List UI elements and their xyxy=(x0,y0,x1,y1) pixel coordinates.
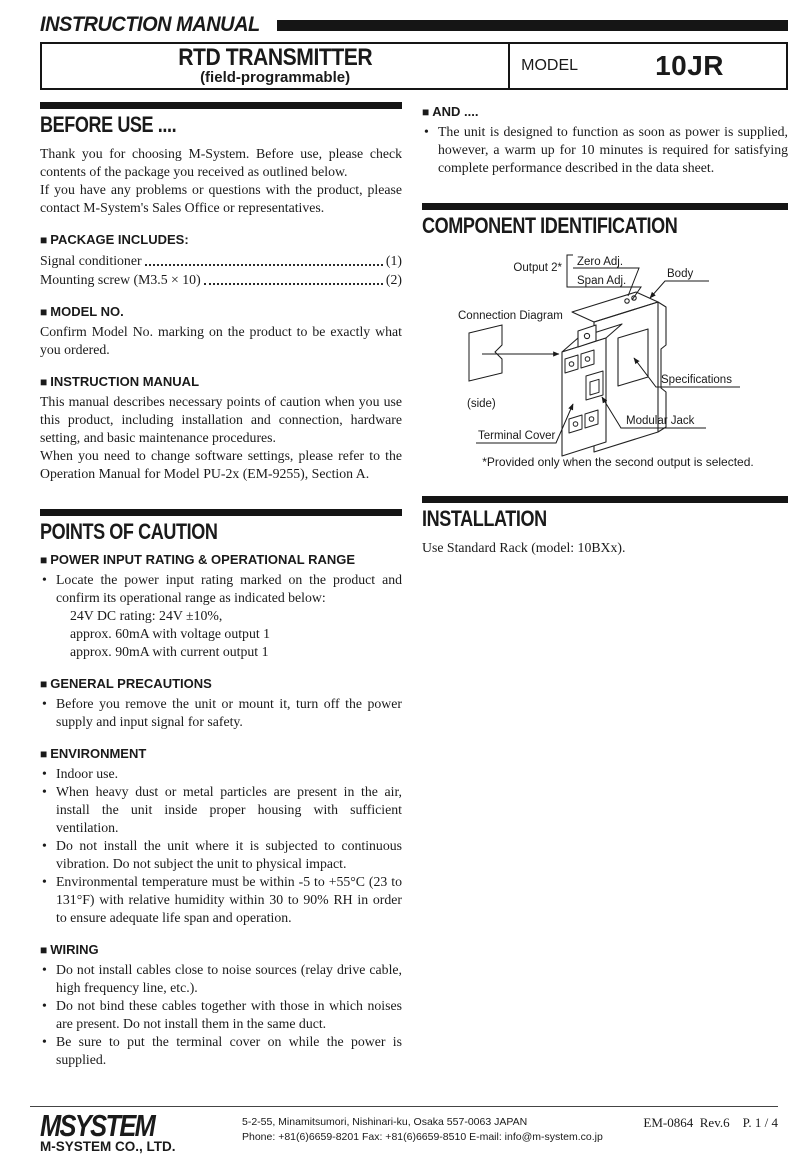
subsection-title: ■ PACKAGE INCLUDES: xyxy=(40,232,402,247)
package-item-row xyxy=(40,251,402,270)
diagram-label-output2: Output 2* xyxy=(513,262,562,274)
subsection-title: ■ MODEL NO. xyxy=(40,304,402,319)
paragraph: Confirm Model No. marking on the product to be exactly what you ordered. xyxy=(40,324,402,357)
section-title: BEFORE USE .... xyxy=(40,112,177,137)
document-number: EM-0864 Rev.6 P. 1 / 4 xyxy=(643,1115,778,1130)
model-label: MODEL xyxy=(521,57,579,74)
bullet-item: • Do not bind these cables together with those in which noises are present. Do not install them in the same duct. xyxy=(40,997,402,1033)
bullet-item: • Indoor use. xyxy=(40,765,402,783)
subsection-title: ■ AND .... xyxy=(422,104,788,119)
subsection-instruction-manual xyxy=(40,374,402,483)
section-points-of-caution xyxy=(40,509,402,1069)
device-drawing xyxy=(562,292,666,456)
section-before-use xyxy=(40,102,402,217)
manual-label: INSTRUCTION MANUAL xyxy=(40,13,260,36)
page-footer xyxy=(30,1106,778,1155)
bullet-item: • Be sure to put the terminal cover on while the power is supplied. xyxy=(40,1033,402,1069)
dotted-leader xyxy=(145,264,383,266)
diagram-label-connection-diagram: Connection Diagram xyxy=(458,310,563,322)
section-component-identification xyxy=(422,203,788,478)
subsection-title: ■ POWER INPUT RATING & OPERATIONAL RANGE xyxy=(40,552,402,567)
package-item-qty: (1) xyxy=(385,253,402,268)
bullet-item: • Locate the power input rating marked on the product and confirm its operational range as indicated below: xyxy=(40,571,402,607)
company-logo xyxy=(30,1108,242,1155)
product-title: RTD TRANSMITTER xyxy=(178,44,373,71)
address-line: Phone: +81(6)6659-8201 Fax: +81(6)6659-8510 E-mail: info@m-system.co.jp xyxy=(242,1131,603,1143)
diagram-label-body: Body xyxy=(667,268,694,280)
subsection-and xyxy=(422,104,788,177)
diagram-label-modular-jack: Modular Jack xyxy=(626,415,695,427)
package-item-name: Mounting screw (M3.5 × 10) xyxy=(40,272,201,287)
section-title: INSTALLATION xyxy=(422,506,547,531)
dotted-leader xyxy=(204,283,383,285)
section-bar xyxy=(40,102,402,109)
title-box-left xyxy=(42,44,510,88)
model-value: 10JR xyxy=(655,50,724,81)
subsection-title: ■ WIRING xyxy=(40,942,402,957)
header-bar xyxy=(277,20,788,31)
company-address xyxy=(242,1112,603,1145)
package-item-qty: (2) xyxy=(385,272,402,287)
diagram-footnote: *Provided only when the second output is selected. xyxy=(482,455,754,469)
package-item-row xyxy=(40,270,402,289)
section-installation xyxy=(422,496,788,557)
zero-adj-screw xyxy=(625,299,629,303)
rating-line: approx. 60mA with voltage output 1 xyxy=(70,626,271,641)
title-box xyxy=(40,42,788,90)
terminal-cover-face xyxy=(562,338,606,456)
diagram-label-side: (side) xyxy=(467,398,496,410)
rating-line: 24V DC rating: 24V ±10%, xyxy=(70,608,223,623)
section-bar xyxy=(422,203,788,210)
subsection-title: ■ INSTRUCTION MANUAL xyxy=(40,374,402,389)
paragraph: Thank you for choosing M-System. Before use, please check contents of the package you received as outlined below. xyxy=(40,146,402,179)
output2-bracket xyxy=(567,255,573,287)
paragraph: If you have any problems or questions with the product, please contact M-System's Sales Office or representatives. xyxy=(40,182,402,215)
bullet-item: • When heavy dust or metal particles are present in the air, install the unit inside proper housing with sufficient ventilation. xyxy=(40,783,402,837)
address-line: 5-2-55, Minamitsumori, Nishinari-ku, Osaka 557-0063 JAPAN xyxy=(242,1116,528,1128)
diagram-label-zero-adj: Zero Adj. xyxy=(577,256,624,268)
company-name: M-SYSTEM CO., LTD. xyxy=(40,1139,176,1154)
bullet-item: • Before you remove the unit or mount it, turn off the power supply and input signal for safety. xyxy=(40,695,402,731)
section-title: COMPONENT IDENTIFICATION xyxy=(422,213,678,238)
rating-line: approx. 90mA with current output 1 xyxy=(70,644,269,659)
subsection-title: ■ GENERAL PRECAUTIONS xyxy=(40,676,402,691)
diagram-label-specifications: Specifications xyxy=(661,374,732,386)
subsection-title: ■ ENVIRONMENT xyxy=(40,746,402,761)
title-box-right xyxy=(510,44,786,88)
section-bar xyxy=(422,496,788,503)
paragraph: Use Standard Rack (model: 10BXx). xyxy=(422,540,626,555)
subsection-package-includes xyxy=(40,232,402,289)
manual-header-row xyxy=(40,12,788,38)
left-column xyxy=(40,102,402,1069)
package-item-name: Signal conditioner xyxy=(40,253,142,268)
paragraph: When you need to change software settings, please refer to the Operation Manual for Model PU-2x (EM-9255), Section A. xyxy=(40,448,402,481)
paragraph: This manual describes necessary points of caution when you use this product, including installation and connection, hardware setting, and basic maintenance procedures. xyxy=(40,394,402,445)
specifications-sticker xyxy=(618,329,648,386)
bullet-item: • Do not install the unit where it is subjected to continuous vibration. Do not subject the unit to physical impact. xyxy=(40,837,402,873)
right-column xyxy=(422,102,788,1069)
bullet-item: • The unit is designed to function as soon as power is supplied, however, a warm up for 10 minutes is required for satisfying complete performance described in the data sheet. xyxy=(422,123,788,177)
component-diagram xyxy=(422,246,788,478)
diagram-label-span-adj: Span Adj. xyxy=(577,275,627,287)
diagram-label-terminal-cover: Terminal Cover xyxy=(478,430,556,442)
section-title: POINTS OF CAUTION xyxy=(40,519,218,544)
section-bar xyxy=(40,509,402,516)
product-subtitle: (field-programmable) xyxy=(200,69,351,86)
bullet-item: • Do not install cables close to noise sources (relay drive cable, high frequency line, etc.). xyxy=(40,961,402,997)
logo-text: MSYSTEM xyxy=(40,1108,155,1143)
subsection-model-no xyxy=(40,304,402,359)
connection-diagram-card xyxy=(469,325,502,381)
bullet-item: • Environmental temperature must be within -5 to +55°C (23 to 131°F) with relative humidity within 30 to 90% RH in order to ensure adequate life span and operation. xyxy=(40,873,402,927)
